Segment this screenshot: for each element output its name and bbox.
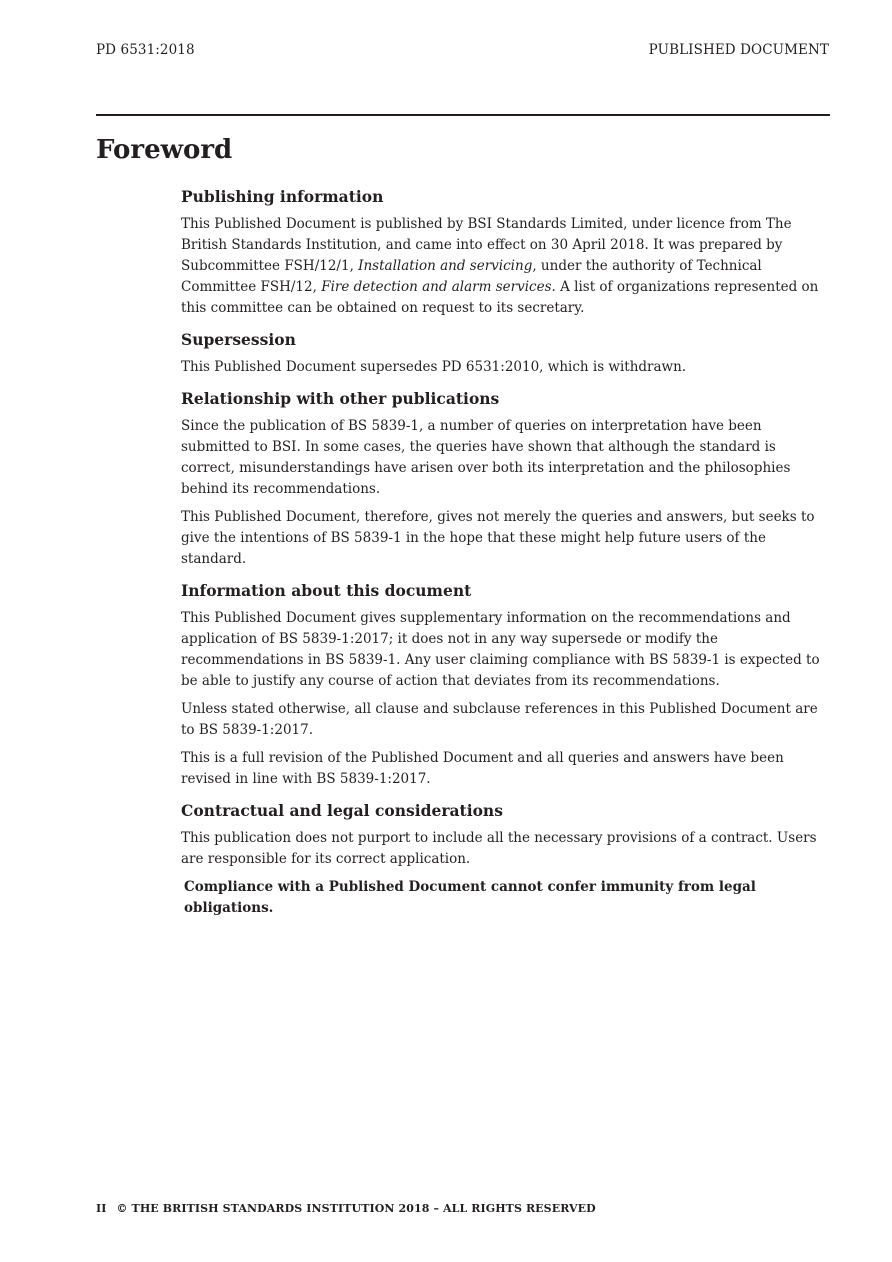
section-information	[181, 580, 831, 790]
text-run: , under the authority of Technical Committee FSH/12,	[181, 258, 762, 295]
header-document-type: PUBLISHED DOCUMENT	[648, 42, 829, 58]
text-run: This Published Document is published by BSI Standards Limited, under licence from The British Standards Institution, and came into effect on 30 April 2018. It was prepared by Subcommittee FSH/12/1,	[181, 216, 792, 274]
header-rule	[96, 114, 830, 116]
italic-committee-name: Fire detection and alarm services.	[321, 279, 556, 295]
section-supersession	[181, 329, 831, 378]
page-footer	[96, 1202, 596, 1215]
section-paragraph	[181, 214, 831, 319]
section-paragraph: This Published Document, therefore, gives not merely the queries and answers, but seeks to give the intentions of BS 5839-1 in the hope that these might help future users of the standard.	[181, 509, 815, 567]
section-heading: Publishing information	[181, 187, 384, 206]
text-run: A list of organizations represented on this committee can be obtained on request to its secretary.	[181, 279, 819, 316]
section-paragraph: This Published Document gives supplementary information on the recommendations and application of BS 5839-1:2017; it does not in any way supersede or modify the recommendations in BS 5839-1. Any user claiming compliance with BS 5839-1 is expected to be able to justify any course of action that deviates from its recommendations.	[181, 610, 820, 689]
copyright-notice: © THE BRITISH STANDARDS INSTITUTION 2018 – ALL RIGHTS RESERVED	[116, 1202, 596, 1215]
section-paragraph: This publication does not purport to include all the necessary provisions of a contract. Users are responsible for its correct application.	[181, 830, 817, 867]
section-paragraph: This Published Document supersedes PD 6531:2010, which is withdrawn.	[181, 359, 687, 375]
page-number: II	[96, 1202, 107, 1215]
page-title: Foreword	[96, 135, 233, 165]
italic-committee-name: Installation and servicing	[358, 258, 533, 274]
section-paragraph: Since the publication of BS 5839-1, a number of queries on interpretation have been submitted to BSI. In some cases, the queries have shown that although the standard is correct, misunderstandings have arisen over both its interpretation and the philosophies behind its recommendations.	[181, 418, 791, 497]
foreword-content	[181, 186, 831, 929]
section-heading: Relationship with other publications	[181, 389, 500, 408]
section-heading: Contractual and legal considerations	[181, 801, 503, 820]
section-heading: Information about this document	[181, 581, 472, 600]
header-document-id: PD 6531:2018	[96, 42, 195, 58]
legal-notice: Compliance with a Published Document cannot confer immunity from legal obligations.	[184, 879, 756, 916]
section-paragraph: This is a full revision of the Published Document and all queries and answers have been revised in line with BS 5839-1:2017.	[181, 750, 784, 787]
section-contractual	[181, 800, 831, 919]
section-relationship	[181, 388, 831, 570]
section-heading: Supersession	[181, 330, 296, 349]
section-publishing-information	[181, 186, 831, 319]
section-paragraph: Unless stated otherwise, all clause and subclause references in this Published Document are to BS 5839-1:2017.	[181, 701, 818, 738]
